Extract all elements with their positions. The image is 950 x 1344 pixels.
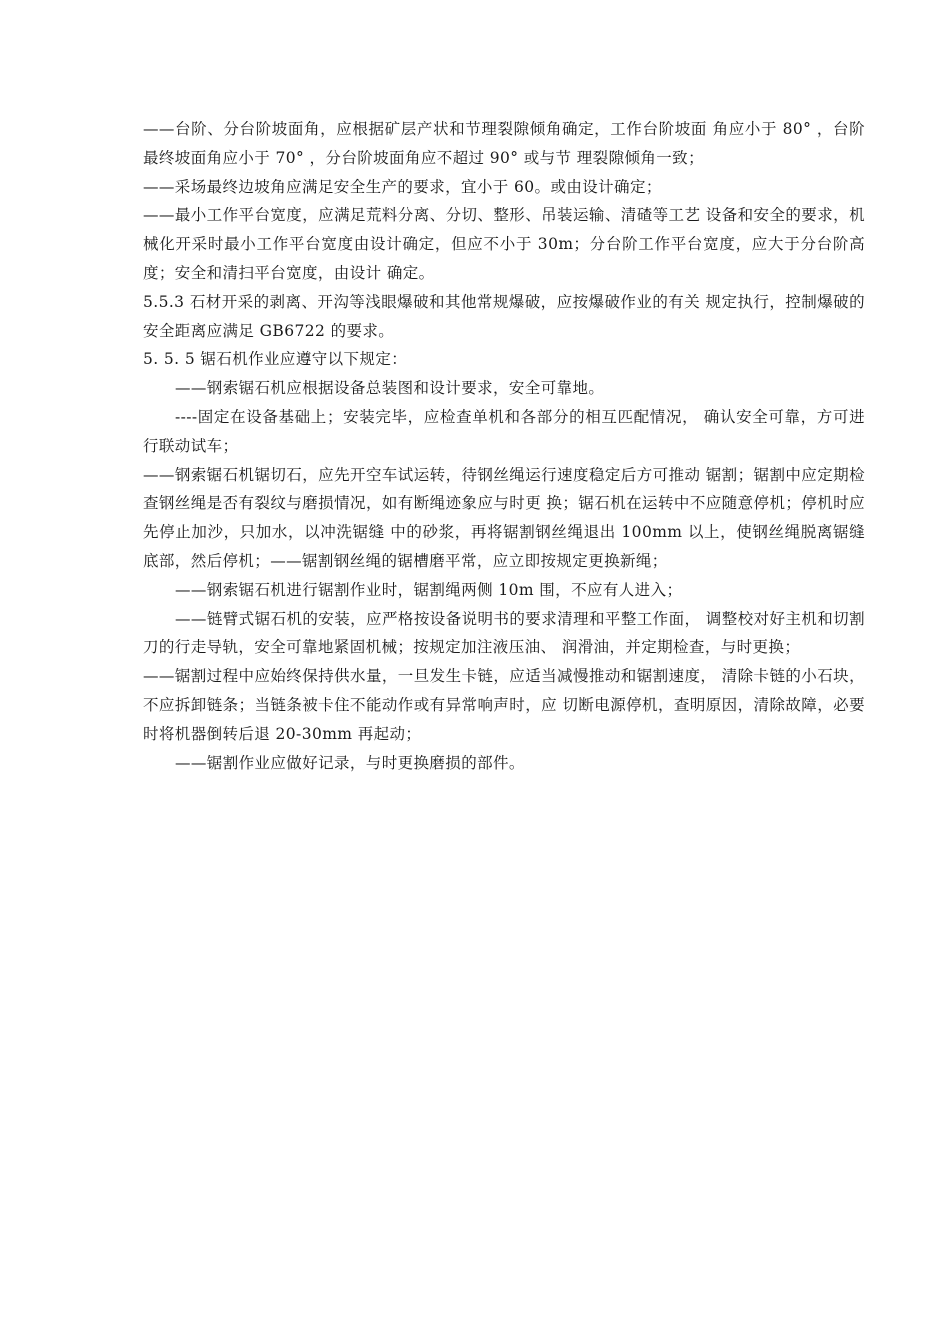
paragraph-wire-saw-design: ——钢索锯石机应根据设备总装图和设计要求，安全可靠地。 — [175, 379, 605, 398]
paragraph-final-slope: ——采场最终边坡角应满足安全生产的要求，宜小于 60。或由设计确定； — [143, 177, 662, 196]
paragraph-chain-saw-operation: ——锯割过程中应始终保持供水量，一旦发生卡链，应适当减慢推动和锯割速度， 清除卡链的小石块，不应拆卸链条；当链条被卡住不能动作或有异常响声时，应 切断电源停机，查明原因，清除故障，必要时将机器倒转后退 20-30mm 再起动； — [143, 667, 865, 743]
paragraph-wire-saw-safety-zone: ——钢索锯石机进行锯割作业时，锯割绳两侧 10m 围，不应有人进入； — [175, 580, 683, 599]
paragraph-saw-records: ——锯割作业应做好记录，与时更换磨损的部件。 — [175, 753, 525, 772]
paragraph-chain-saw-install: ——链臂式锯石机的安装，应严格按设备说明书的要求清理和平整工作面， 调整校对好主机和切割刀的行走导轨，安全可靠地紧固机械；按规定加注液压油、 润滑油，并定期检查，与时更换； — [143, 609, 865, 657]
section-heading-saw-rules: 5. 5. 5 锯石机作业应遵守以下规定： — [143, 350, 408, 369]
paragraph-slope-angle: ——台阶、分台阶坡面角，应根据矿层产状和节理裂隙倾角确定，工作台阶坡面 角应小于 80° ，台阶最终坡面角应小于 70° ，分台阶坡面角应不超过 90° 或与节 理裂隙倾角一致； — [143, 120, 865, 167]
document-body — [143, 115, 865, 777]
paragraph-blasting: 5.5.3 石材开采的剥离、开沟等浅眼爆破和其他常规爆破，应按爆破作业的有关 规定执行，控制爆破的安全距离应满足 GB6722 的要求。 — [143, 292, 865, 340]
paragraph-wire-saw-install: ----固定在设备基础上；安装完毕，应检查单机和各部分的相互匹配情况， 确认安全可靠，方可进行联动试车； — [143, 407, 865, 455]
paragraph-wire-saw-operation: ——钢索锯石机锯切石，应先开空车试运转，待钢丝绳运行速度稳定后方可推动 锯割；锯割中应定期检查钢丝绳是否有裂纹与磨损情况，如有断绳迹象应与时更 换；锯石机在运转中不应随意停机；停机时应先停止加沙，只加水，以冲洗锯缝 中的砂浆，再将锯割钢丝绳退出 100mm 以上，使钢丝绳脱离锯缝底部，然后停机；——锯割钢丝绳的锯槽磨平常，应立即按规定更换新绳； — [143, 465, 865, 570]
paragraph-platform-width: ——最小工作平台宽度，应满足荒料分离、分切、整形、吊装运输、清碴等工艺 设备和安全的要求，机械化开采时最小工作平台宽度由设计确定，但应不小于 30m；分台阶工作平台宽度，应大于分台阶高度；安全和清扫平台宽度，由设计 确定。 — [143, 206, 865, 282]
